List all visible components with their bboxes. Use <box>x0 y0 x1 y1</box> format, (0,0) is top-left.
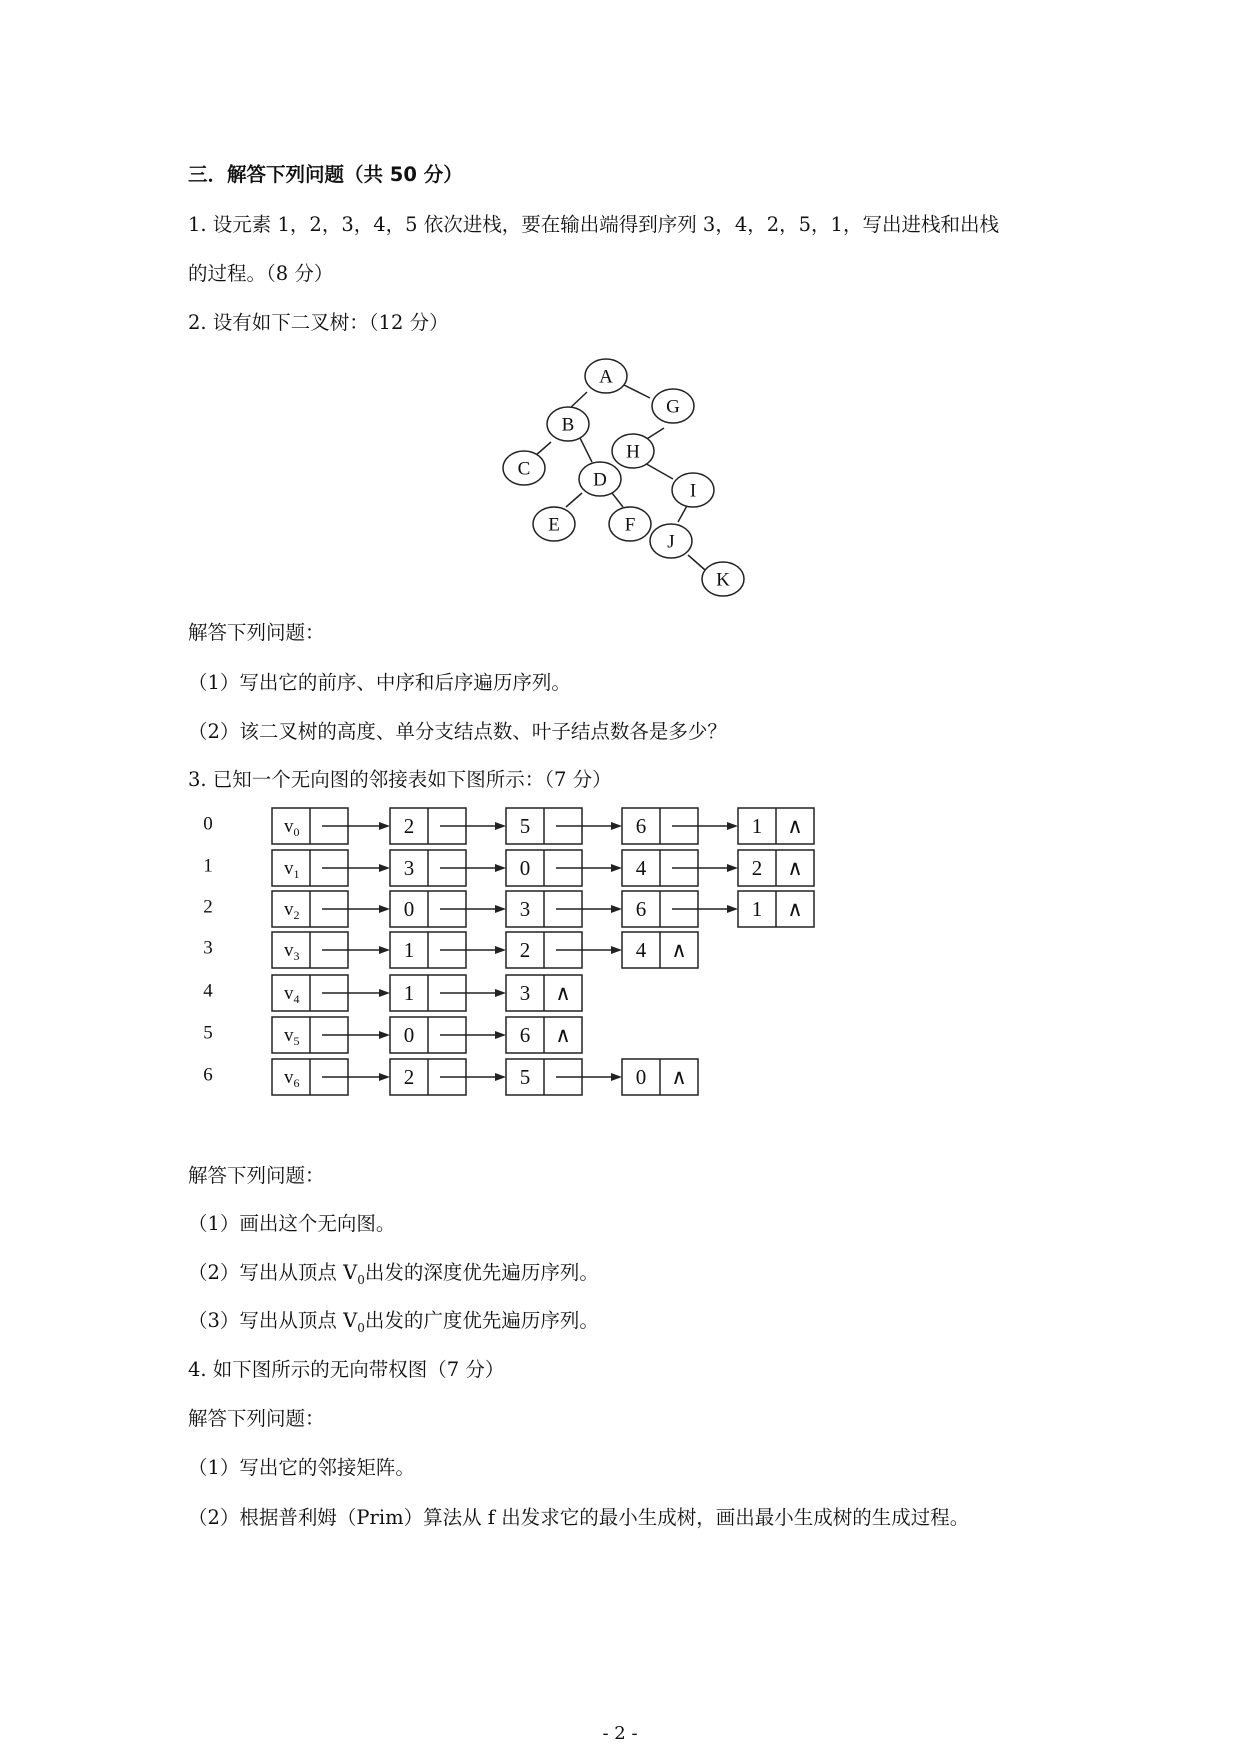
arrow-head <box>611 1073 622 1081</box>
row-index-label: 2 <box>203 896 213 918</box>
arrow-head <box>495 822 506 830</box>
list-node-value: 1 <box>403 981 415 1005</box>
q3-sub2-vertex: 0 <box>357 1272 365 1287</box>
arrow-head <box>495 946 506 954</box>
arrow-head <box>611 946 622 954</box>
q3-sub3-pre: （3）写出从顶点 V <box>188 1309 358 1332</box>
q3-sub2-post: 出发的深度优先遍历序列。 <box>364 1261 599 1284</box>
q3-prompt: 解答下列问题： <box>188 1164 325 1187</box>
list-node-value: 3 <box>519 981 531 1005</box>
list-node-value: 2 <box>403 1065 415 1089</box>
arrow-head <box>495 1073 506 1081</box>
list-node-value: 6 <box>519 1023 531 1047</box>
list-node-value: 4 <box>635 938 647 962</box>
vertex-label: $v_2$ <box>284 898 300 922</box>
arrow-head <box>379 1031 390 1039</box>
tree-node-label-c: C <box>517 458 531 480</box>
list-node-value: 4 <box>635 856 647 880</box>
arrow-head <box>495 905 506 913</box>
arrow-head <box>379 946 390 954</box>
arrow-head <box>379 989 390 997</box>
vertex-label: $v_0$ <box>284 815 300 839</box>
arrow-head <box>495 989 506 997</box>
arrow-head <box>611 864 622 872</box>
null-pointer-symbol: ∧ <box>787 856 803 880</box>
q3-sub1: （1）画出这个无向图。 <box>188 1212 396 1235</box>
row-index-label: 4 <box>203 980 213 1002</box>
null-pointer-symbol: ∧ <box>787 897 803 921</box>
arrow-head <box>379 905 390 913</box>
tree-node-label-f: F <box>624 514 636 536</box>
q2-sub2: （2）该二叉树的高度、单分支结点数、叶子结点数各是多少？ <box>188 720 727 743</box>
tree-node-label-d: D <box>593 469 607 491</box>
list-node-value: 3 <box>403 856 415 880</box>
q3-sub3 <box>188 1308 599 1341</box>
q4-sub1: （1）写出它的邻接矩阵。 <box>188 1456 415 1479</box>
q4-title: 4. 如下图所示的无向带权图（7 分） <box>188 1358 505 1381</box>
list-node-value: 0 <box>403 1023 415 1047</box>
list-node-value: 2 <box>519 938 531 962</box>
list-node-value: 6 <box>635 897 647 921</box>
tree-node-label-h: H <box>626 441 640 463</box>
tree-node-label-j: J <box>667 531 675 553</box>
null-pointer-symbol: ∧ <box>555 1023 571 1047</box>
list-node-value: 2 <box>403 814 415 838</box>
vertex-label: $v_1$ <box>284 857 300 881</box>
tree-node-label-g: G <box>666 396 680 418</box>
row-index-label: 1 <box>203 855 213 877</box>
list-node-value: 6 <box>635 814 647 838</box>
q1-text-line1: 1. 设元素 1，2，3，4，5 依次进栈，要在输出端得到序列 3，4，2，5，1，写出进栈和出栈 <box>188 213 999 236</box>
list-node-value: 0 <box>635 1065 647 1089</box>
vertex-label: $v_3$ <box>284 939 300 963</box>
row-index-label: 3 <box>203 937 213 959</box>
vertex-label: $v_6$ <box>284 1066 300 1090</box>
null-pointer-symbol: ∧ <box>671 938 687 962</box>
q3-sub3-vertex: 0 <box>357 1320 365 1335</box>
tree-node-label-a: A <box>599 366 613 388</box>
page-number: - 2 - <box>602 1723 638 1744</box>
arrow-head <box>727 822 738 830</box>
q2-sub1: （1）写出它的前序、中序和后序遍历序列。 <box>188 671 571 694</box>
list-node-value: 5 <box>519 1065 531 1089</box>
q3-sub3-post: 出发的广度优先遍历序列。 <box>364 1309 599 1332</box>
q2-title: 2. 设有如下二叉树：（12 分） <box>188 311 449 334</box>
tree-node-label-b: B <box>561 414 575 436</box>
tree-node-label-e: E <box>548 514 560 536</box>
arrow-head <box>727 864 738 872</box>
q4-prompt: 解答下列问题： <box>188 1407 325 1430</box>
q2-prompt: 解答下列问题： <box>188 621 325 644</box>
row-index-label: 0 <box>203 813 213 835</box>
arrow-head <box>727 905 738 913</box>
q3-sub2-pre: （2）写出从顶点 V <box>188 1261 358 1284</box>
vertex-label: $v_5$ <box>284 1024 300 1048</box>
list-node-value: 0 <box>519 856 531 880</box>
q4-sub2: （2）根据普利姆（Prim）算法从 f 出发求它的最小生成树，画出最小生成树的生成过程。 <box>188 1506 970 1529</box>
list-node-value: 0 <box>403 897 415 921</box>
row-index-label: 5 <box>203 1022 213 1044</box>
q1-text-line2: 的过程。（8 分） <box>188 262 334 285</box>
list-node-value: 1 <box>751 897 763 921</box>
arrow-head <box>379 1073 390 1081</box>
arrow-head <box>495 1031 506 1039</box>
vertex-label: $v_4$ <box>284 982 300 1006</box>
null-pointer-symbol: ∧ <box>555 981 571 1005</box>
list-node-value: 5 <box>519 814 531 838</box>
list-node-value: 3 <box>519 897 531 921</box>
arrow-head <box>611 905 622 913</box>
null-pointer-symbol: ∧ <box>671 1065 687 1089</box>
list-node-value: 1 <box>751 814 763 838</box>
null-pointer-symbol: ∧ <box>787 814 803 838</box>
tree-node-label-i: I <box>689 480 697 502</box>
arrow-head <box>611 822 622 830</box>
arrow-head <box>495 864 506 872</box>
q3-title: 3. 已知一个无向图的邻接表如下图所示：（7 分） <box>188 768 612 791</box>
row-index-label: 6 <box>203 1064 213 1086</box>
q3-sub2 <box>188 1260 599 1293</box>
tree-node-label-k: K <box>716 569 730 591</box>
section-title: 三．解答下列问题（共 50 分） <box>188 163 463 186</box>
list-node-value: 2 <box>751 856 763 880</box>
arrow-head <box>379 822 390 830</box>
list-node-value: 1 <box>403 938 415 962</box>
arrow-head <box>379 864 390 872</box>
